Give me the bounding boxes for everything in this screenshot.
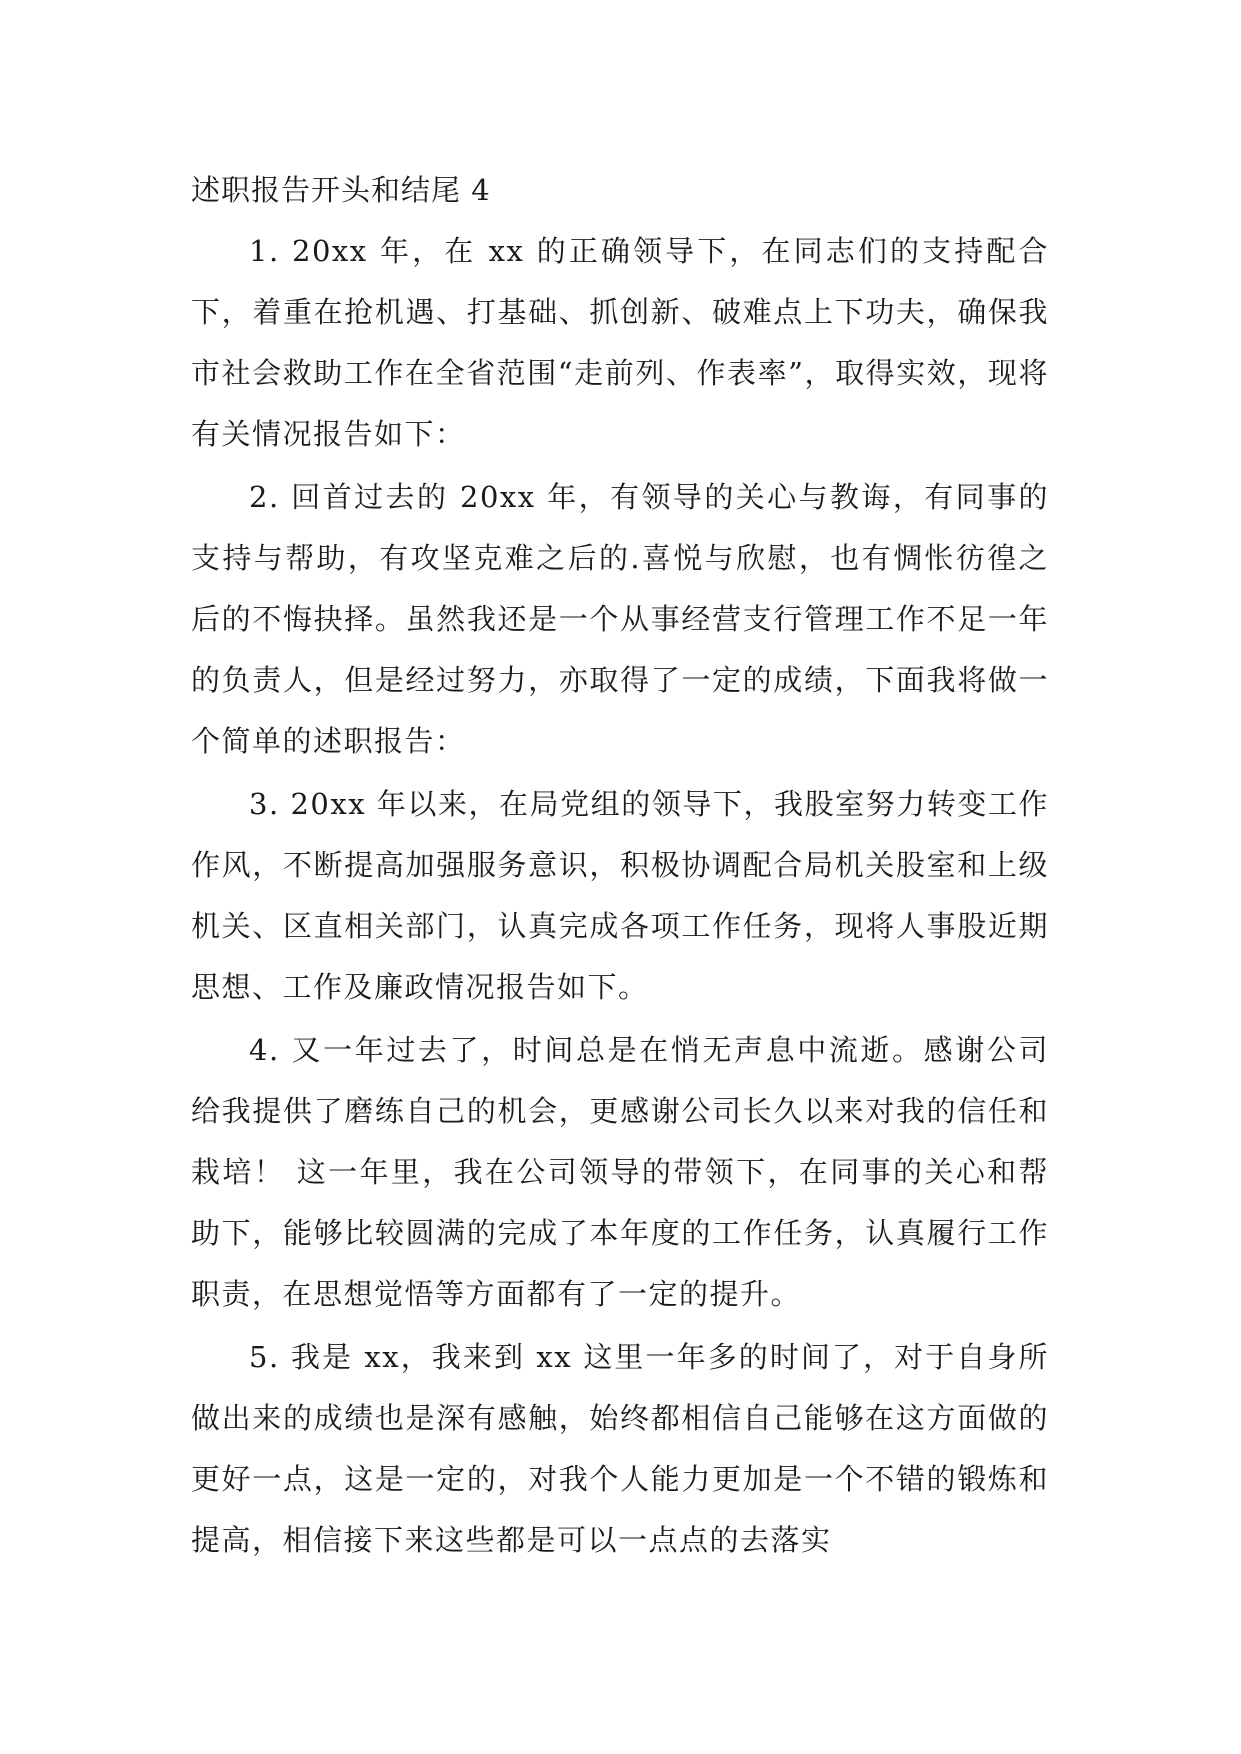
document-body bbox=[191, 159, 1049, 1571]
paragraph-1: 1. 20xx 年，在 xx 的正确领导下，在同志们的支持配合下，着重在抢机遇、打基础、抓创新、破难点上下功夫，确保我市社会救助工作在全省范围“走前列、作表率”，取得实效，现将有关情况报告如下： bbox=[191, 234, 1049, 451]
paragraph-2: 2. 回首过去的 20xx 年，有领导的关心与教诲，有同事的支持与帮助，有攻坚克难之后的.喜悦与欣慰，也有惆怅彷徨之后的不悔抉择。虽然我还是一个从事经营支行管理工作不足一年的负责人，但是经过努力，亦取得了一定的成绩，下面我将做一个简单的述职报告： bbox=[191, 480, 1049, 758]
paragraph-5: 5. 我是 xx，我来到 xx 这里一年多的时间了，对于自身所做出来的成绩也是深有感触，始终都相信自己能够在这方面做的更好一点，这是一定的，对我个人能力更加是一个不错的锻炼和提高，相信接下来这些都是可以一点点的去落实 bbox=[191, 1340, 1049, 1557]
document-title: 述职报告开头和结尾 4 bbox=[191, 173, 491, 207]
paragraph-3: 3. 20xx 年以来，在局党组的领导下，我股室努力转变工作作风，不断提高加强服务意识，积极协调配合局机关股室和上级机关、区直相关部门，认真完成各项工作任务，现将人事股近期思想、工作及廉政情况报告如下。 bbox=[191, 787, 1049, 1004]
paragraph-4: 4. 又一年过去了，时间总是在悄无声息中流逝。感谢公司给我提供了磨练自己的机会，更感谢公司长久以来对我的信任和栽培！ 这一年里，我在公司领导的带领下，在同事的关心和帮助下，能够比较圆满的完成了本年度的工作任务，认真履行工作职责，在思想觉悟等方面都有了一定的提升。 bbox=[191, 1033, 1049, 1311]
